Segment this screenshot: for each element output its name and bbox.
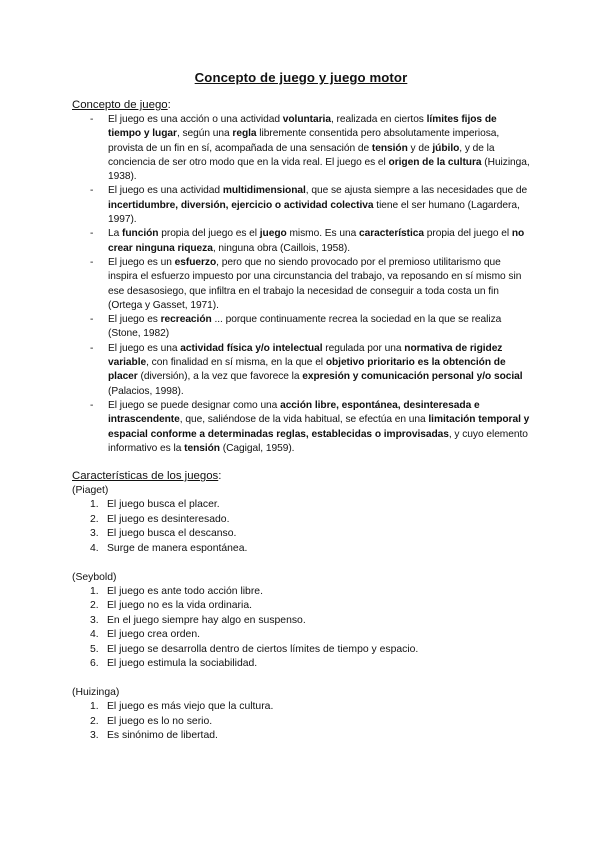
text-run: , con finalidad en sí misma, en la que el [146,357,326,369]
caracteristicas-heading [72,470,530,482]
list-text: El juego crea orden. [107,629,200,641]
concepto-heading-text: Concepto de juego [72,99,168,111]
bold-run: tensión [371,142,408,154]
list-item [90,498,530,513]
list-number: 1. [90,701,99,713]
list-text: El juego busca el descanso. [107,528,237,540]
bold-run: voluntaria [282,114,331,125]
text-run: (Cagigal, 1959). [219,442,295,454]
text-run: El juego es una [108,342,181,354]
list-number: 3. [90,614,99,626]
bold-run: recreación [160,314,212,326]
list-text: En el juego siempre hay algo en suspenso. [107,614,306,626]
concepto-item-text [108,400,529,454]
list-text: Es sinónimo de libertad. [107,730,218,742]
text-run: , ninguna obra (Caillois, 1958). [212,242,350,254]
text-run: propia del juego el [424,228,512,240]
text-run: ... porque continuamente recrea la sociedad en la que se realiza (Stone, 1982) [108,314,502,340]
group-list [72,585,530,673]
bold-run: esfuerzo [174,256,217,268]
text-run: mismo. Es una [286,228,359,240]
concepto-item-text [108,343,523,397]
bold-run: juego [259,228,287,240]
list-item [90,542,530,557]
list-text: El juego se desarrolla dentro de ciertos límites de tiempo y espacio. [107,643,419,655]
text-run: La [108,228,123,240]
concepto-item-text [108,228,524,253]
bold-run: multidimensional [222,185,306,197]
concepto-heading-suffix: : [167,99,171,111]
caracteristicas-groups [72,484,530,744]
caracteristicas-heading-text: Características de los juegos [72,470,219,483]
text-run: , que, saliéndose de la vida habitual, se efectúa en una [179,414,429,426]
group-label: (Seybold) [72,571,117,583]
list-text: Surge de manera espontánea. [107,542,248,554]
list-text: El juego es lo no serio. [107,715,213,727]
list-item [90,614,530,629]
text-run: , y cuyo elemento informativo es la [108,428,528,454]
list-item [90,700,530,715]
list-item [90,657,530,672]
list-text: El juego es más viejo que la cultura. [107,701,274,713]
concepto-item-text [108,185,527,225]
group-label: (Huizinga) [72,687,120,699]
text-run: y de [407,142,433,154]
list-number: 2. [90,715,99,727]
group-label: (Piaget) [72,485,109,497]
group-list [72,498,530,556]
text-run: El juego es un [108,256,175,268]
list-number: 3. [90,730,99,742]
group-list [72,700,530,744]
text-run: El juego es una actividad [108,185,223,197]
list-number: 3. [90,528,99,540]
bold-run: expresión y comunicación personal y/o social [302,371,523,383]
bold-run: júbilo [432,142,460,154]
list-item [90,527,530,542]
text-run: , realizada en ciertos [330,114,427,125]
list-item [90,599,530,614]
list-number: 6. [90,658,99,670]
bold-run: objetivo prioritario es la obtención de placer [108,357,506,383]
concepto-item [90,256,530,313]
bold-run: origen de la cultura [388,156,482,168]
concepto-item [90,342,530,399]
list-text: El juego busca el placer. [107,499,220,511]
concepto-item [90,399,530,456]
concepto-item [90,113,530,184]
text-run: propia del juego es el [158,228,260,240]
list-number: 2. [90,513,99,525]
text-run: El juego se puede designar como una [108,399,281,411]
bold-run: limitación temporal y espacial conforme a determinadas reglas, establecidas o improvisadas [108,414,530,440]
text-run: libremente consentida pero absolutamente imperiosa, provista de un fin en sí, acompañada de una sensación de [108,128,500,154]
list-number: 1. [90,585,99,597]
concepto-list [72,113,530,456]
concepto-heading [72,99,530,111]
text-run: tiene el ser humano (Lagardera, 1997). [108,199,520,226]
text-run: (Palacios, 1998). [108,385,184,397]
concepto-item [90,184,530,227]
text-run: regulada por una [322,342,405,354]
concepto-item [90,313,530,342]
bold-run: normativa de rigidez variable [108,342,503,369]
list-item [90,729,530,744]
list-item [90,715,530,730]
list-number: 1. [90,499,99,511]
text-run: El juego es una acción o una actividad [108,114,283,125]
list-number: 4. [90,542,99,554]
text-run: , y de la conciencia de ser otro modo que en la vida real. El juego es el [108,142,495,168]
caracteristicas-heading-suffix: : [218,470,222,483]
concepto-item [90,227,530,256]
list-item [90,585,530,600]
list-item [90,643,530,658]
list-number: 5. [90,643,99,655]
list-item [90,628,530,643]
list-item [90,513,530,528]
list-text: El juego es ante todo acción libre. [107,585,263,597]
text-run: , pero que no siendo provocado por el premioso utilitarismo que inspira el esfuerzo impuesto por una circunstancia del trabajo, va reposando en sí mismo sin ese desasosiego, que infiltra en el trabajo la necesidad de conseguir a toda costa un fin (Ortega y Gasset, 1971). [108,256,522,311]
bold-run: tensión [184,442,220,454]
bold-run: límites fijos de tiempo y lugar [108,114,497,140]
concepto-item-text [108,314,501,339]
page-title: Concepto de juego y juego motor [194,70,408,85]
bold-run: incertidumbre, diversión, ejercicio o actividad colectiva [108,199,374,211]
list-text: El juego no es la vida ordinaria. [107,600,252,612]
bold-run: actividad física y/o intelectual [180,342,323,354]
text-run: (Huizinga, 1938). [108,156,530,183]
list-number: 4. [90,629,99,641]
concepto-item-text [108,114,530,182]
bold-run: acción libre, espontánea, desinteresada e intrascendente [108,399,480,426]
text-run: (diversión), a la vez que favorece la [137,371,303,383]
bold-run: característica [358,228,424,240]
bold-run: regla [232,128,257,140]
list-text: El juego estimula la sociabilidad. [107,658,258,670]
bold-run: función [122,228,159,240]
bold-run: no crear ninguna riqueza [108,228,525,254]
text-run: , según una [176,128,233,140]
text-run: El juego es [108,314,161,326]
text-run: , que se ajusta siempre a las necesidades que de [305,185,528,197]
list-text: El juego es desinteresado. [107,513,230,525]
concepto-item-text [108,257,521,311]
list-number: 2. [90,600,99,612]
